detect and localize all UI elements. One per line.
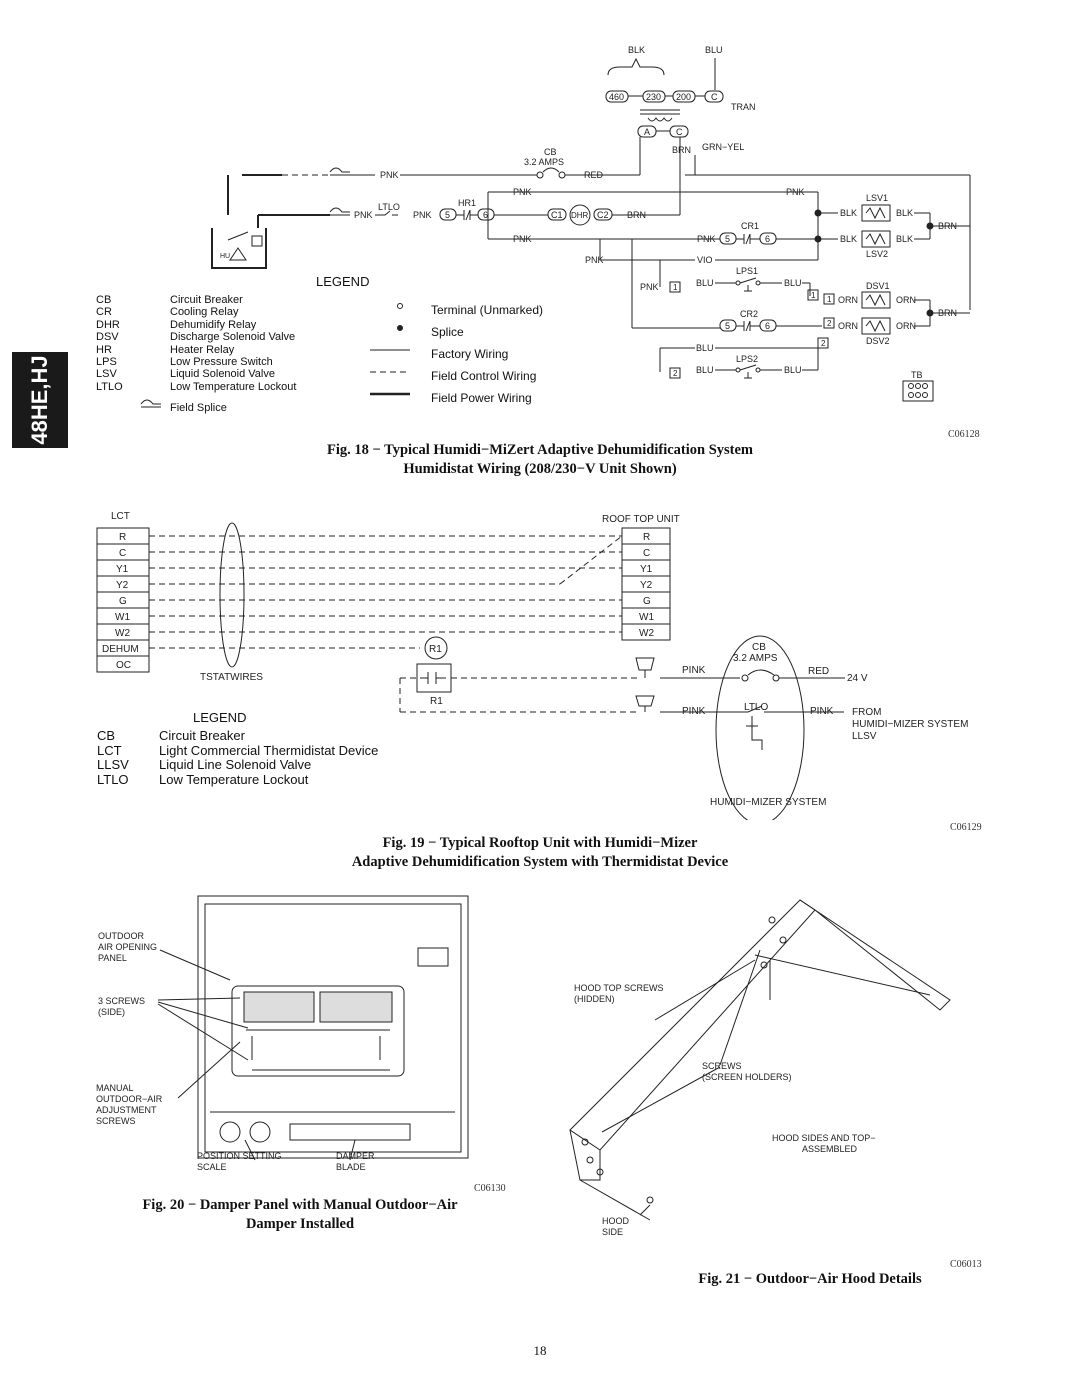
lps2-blu-top: BLU <box>696 343 714 353</box>
legend-code: LSV <box>96 368 117 381</box>
legend-code: CB <box>97 728 116 743</box>
legend-desc: Dehumidify Relay <box>170 318 257 331</box>
legend-desc: Low Temperature Lockout <box>159 771 309 787</box>
cb-amps-19: 3.2 AMPS <box>733 653 778 664</box>
dsv2-orn-b: ORN <box>896 321 916 331</box>
wire-blk-label: BLK <box>628 45 646 55</box>
hr1-term-6: 6 <box>483 210 489 220</box>
rtu-term: W1 <box>639 612 654 623</box>
lsv1-blk-a: BLK <box>840 208 858 218</box>
lct-term: C <box>119 548 127 559</box>
lct-term: OC <box>116 660 131 671</box>
tb-label: TB <box>911 370 923 380</box>
lps1-blu-b: BLU <box>784 278 802 288</box>
fig19-legend-descs <box>159 729 378 787</box>
dsv1-term-1a: 1 <box>811 291 816 300</box>
dhr-label: DHR <box>571 211 589 220</box>
cb-rating: 3.2 AMPS <box>524 157 565 167</box>
dsv2-term-2a: 2 <box>827 319 832 328</box>
fig20-caption-1: Fig. 20 − Damper Panel with Manual Outdoor−Air <box>142 1197 458 1213</box>
tran-term-c: C <box>676 127 683 137</box>
cb-label-19: CB <box>752 642 766 653</box>
lct-term: Y2 <box>116 580 129 591</box>
fig18-caption-1: Fig. 18 − Typical Humidi−MiZert Adaptive Dehumidification System <box>326 442 754 458</box>
wire-pnk-8: PNK <box>585 255 604 265</box>
legend-code: LPS <box>96 356 117 369</box>
fig18-legend-descs <box>170 294 296 393</box>
lbl-hood-top-1: HOOD TOP SCREWS <box>574 983 664 993</box>
rtu-term: Y2 <box>640 580 653 591</box>
lbl-damper-1: DAMPER <box>336 1151 375 1161</box>
rtu-term: Y1 <box>640 564 653 575</box>
from-system-label: HUMIDI−MIZER SYSTEM <box>852 719 969 730</box>
symbol-terminal: Terminal (Unmarked) <box>431 303 544 317</box>
wire-pnk-1: PNK <box>380 170 399 180</box>
wire-pnk-4: PNK <box>513 187 532 197</box>
dsv1-term-1b: 1 <box>827 295 832 304</box>
lct-term: G <box>119 596 127 607</box>
cr1-term-5: 5 <box>725 234 731 244</box>
red-label: RED <box>808 666 830 677</box>
lct-term: Y1 <box>116 564 129 575</box>
cb-label: CB <box>544 147 557 157</box>
fig19-caption-2: Adaptive Dehumidification System with Thermidistat Device <box>351 854 729 870</box>
fig20-caption-2: Damper Installed <box>245 1216 355 1232</box>
cr2-term-5: 5 <box>725 321 731 331</box>
dsv-brn: BRN <box>938 308 958 318</box>
lsv-brn: BRN <box>938 221 958 231</box>
ltlo-label-19: LTLO <box>744 702 769 713</box>
fig21-code: C06013 <box>950 1259 982 1270</box>
fig18-legend-codes <box>96 294 123 393</box>
lbl-screws-2: (SIDE) <box>98 1007 125 1017</box>
fig19-code: C06129 <box>950 822 982 833</box>
wire-brn-2: BRN <box>627 210 647 220</box>
lct-term: W1 <box>115 612 130 623</box>
legend-desc: Liquid Solenoid Valve <box>170 368 275 381</box>
lbl-hood-top-2: (HIDDEN) <box>574 994 615 1004</box>
fig18-code: C06128 <box>948 429 980 440</box>
cr1-label: CR1 <box>741 221 760 231</box>
lps2-term-2: 2 <box>673 369 678 378</box>
wire-vio: VIO <box>697 255 713 265</box>
tap-200: 200 <box>676 92 692 102</box>
symbol-field-control: Field Control Wiring <box>431 369 537 383</box>
r1-contact: R1 <box>430 696 443 707</box>
lsv1-blk-b: BLK <box>896 208 914 218</box>
lbl-hood-side-1: HOOD <box>602 1216 629 1226</box>
fig21-hood-details <box>540 880 1080 1270</box>
lct-term: DEHUM <box>102 644 139 655</box>
wire-red: RED <box>584 170 604 180</box>
lps2-blu-b: BLU <box>784 365 802 375</box>
fig18-legend-title: LEGEND <box>316 274 370 289</box>
tran-term-a: A <box>644 127 651 137</box>
legend-desc: Discharge Solenoid Valve <box>170 331 296 344</box>
hr1-label: HR1 <box>458 198 477 208</box>
wire-pnk-9: PNK <box>640 282 659 292</box>
lps2-label: LPS2 <box>736 354 759 364</box>
rtu-label: ROOF TOP UNIT <box>602 514 680 525</box>
wire-pnk-7: PNK <box>697 234 716 244</box>
legend-code: DHR <box>96 318 120 331</box>
lps1-blu-a: BLU <box>696 278 714 288</box>
legend-code: LTLO <box>96 380 123 393</box>
wire-pnk-3: PNK <box>413 210 432 220</box>
dsv2-term-2b: 2 <box>821 339 826 348</box>
lct-label: LCT <box>111 511 130 522</box>
lbl-manual-4: SCREWS <box>96 1116 136 1126</box>
dsv1-orn-b: ORN <box>896 295 916 305</box>
legend-desc: Heater Relay <box>170 343 235 356</box>
legend-code: CB <box>96 294 112 306</box>
pink-label-2: PINK <box>682 706 706 717</box>
fig19-legend-codes <box>97 729 129 787</box>
hu-label: HU <box>220 253 231 260</box>
legend-code: LTLO <box>97 771 129 787</box>
lsv2-label: LSV2 <box>866 249 889 259</box>
rtu-term: W2 <box>639 628 654 639</box>
dsv2-label: DSV2 <box>866 336 890 346</box>
legend-desc: Liquid Line Solenoid Valve <box>159 757 312 772</box>
wire-pnk-2: PNK <box>354 210 373 220</box>
tap-c: C <box>711 92 718 102</box>
symbol-field-power: Field Power Wiring <box>431 391 532 405</box>
ltlo-label: LTLO <box>378 202 400 212</box>
legend-code: HR <box>96 343 112 356</box>
legend-desc: Low Temperature Lockout <box>170 380 297 393</box>
dsv2-orn-a: ORN <box>838 321 858 331</box>
legend-desc: Circuit Breaker <box>159 728 245 743</box>
dsv1-orn-a: ORN <box>838 295 858 305</box>
fig18-symbol-legend <box>431 299 543 409</box>
lbl-manual-1: MANUAL <box>96 1083 134 1093</box>
fig20-damper-panel <box>0 880 540 1200</box>
lbl-screws-1: SCREWS <box>702 1061 742 1071</box>
rtu-term: C <box>643 548 651 559</box>
lsv2-blk-a: BLK <box>840 234 858 244</box>
lbl-hood-side-2: SIDE <box>602 1227 624 1237</box>
from-llsv-label: LLSV <box>852 731 877 742</box>
lbl-pos-2: SCALE <box>197 1162 227 1172</box>
rtu-term: G <box>643 596 651 607</box>
dsv1-label: DSV1 <box>866 281 890 291</box>
legend-desc: Circuit Breaker <box>170 294 243 306</box>
transformer <box>606 45 756 137</box>
tstat-wires-label: TSTATWIRES <box>200 672 263 683</box>
tap-460: 460 <box>609 92 625 102</box>
lbl-manual-2: OUTDOOR−AIR <box>96 1094 163 1104</box>
legend-code: LCT <box>97 742 122 758</box>
wire-pnk-6: PNK <box>513 234 532 244</box>
from-label: FROM <box>852 707 882 718</box>
hr1-term-5: 5 <box>445 210 451 220</box>
lps1-label: LPS1 <box>736 266 759 276</box>
side-tab-label: 48HE,HJ <box>27 355 52 445</box>
wire-grn-yel: GRN−YEL <box>702 142 745 152</box>
dhr-c2: C2 <box>597 210 609 220</box>
lbl-assembled-1: HOOD SIDES AND TOP− <box>772 1133 876 1143</box>
lps2-blu-a: BLU <box>696 365 714 375</box>
legend-code: CR <box>96 306 112 319</box>
cr1-term-6: 6 <box>765 234 771 244</box>
fig21-caption: Fig. 21 − Outdoor−Air Hood Details <box>698 1271 922 1287</box>
cr2-label: CR2 <box>740 309 759 319</box>
rtu-term: R <box>643 532 651 543</box>
r1-coil: R1 <box>429 644 442 655</box>
lsv1-label: LSV1 <box>866 193 889 203</box>
fig19-caption-1: Fig. 19 − Typical Rooftop Unit with Humidi−Mizer <box>382 835 698 851</box>
tran-label: TRAN <box>731 102 756 112</box>
lbl-pos-1: POSITION SETTING <box>197 1151 282 1161</box>
lsv2-blk-b: BLK <box>896 234 914 244</box>
tap-230: 230 <box>646 92 662 102</box>
legend-desc: Low Pressure Switch <box>170 356 273 369</box>
legend-desc: Cooling Relay <box>170 306 239 319</box>
v24-label: 24 V <box>847 673 868 684</box>
wire-brn: BRN <box>672 145 692 155</box>
lbl-screws-1: 3 SCREWS <box>98 996 146 1006</box>
cr2-term-6: 6 <box>765 321 771 331</box>
lbl-manual-3: ADJUSTMENT <box>96 1105 157 1115</box>
lbl-outdoor-3: PANEL <box>98 953 127 963</box>
fig20-code: C06130 <box>474 1183 506 1194</box>
pink-label-3: PINK <box>810 706 834 717</box>
lbl-assembled-2: ASSEMBLED <box>802 1144 858 1154</box>
wire-pnk-5: PNK <box>786 187 805 197</box>
legend-code: DSV <box>96 331 119 344</box>
system-label: HUMIDI−MIZER SYSTEM <box>710 797 827 808</box>
lbl-screws-2: (SCREEN HOLDERS) <box>702 1072 792 1082</box>
lct-term: W2 <box>115 628 130 639</box>
wire-blu-label: BLU <box>705 45 723 55</box>
dhr-c1: C1 <box>551 210 563 220</box>
page-number: 18 <box>533 1343 547 1358</box>
fig18-caption-2: Humidistat Wiring (208/230−V Unit Shown) <box>403 461 677 477</box>
lbl-outdoor-1: OUTDOOR <box>98 931 144 941</box>
lbl-damper-2: BLADE <box>336 1162 366 1172</box>
symbol-factory-wiring: Factory Wiring <box>431 347 509 361</box>
pink-label-1: PINK <box>682 665 706 676</box>
lps1-term-1: 1 <box>673 283 678 292</box>
lct-term: R <box>119 532 127 543</box>
lbl-outdoor-2: AIR OPENING <box>98 942 158 952</box>
legend-desc: Light Commercial Thermidistat Device <box>159 742 379 758</box>
fig19-legend-title: LEGEND <box>193 710 247 725</box>
symbol-splice: Splice <box>431 325 464 339</box>
legend-code: LLSV <box>97 757 129 772</box>
field-splice-label: Field Splice <box>170 402 227 414</box>
